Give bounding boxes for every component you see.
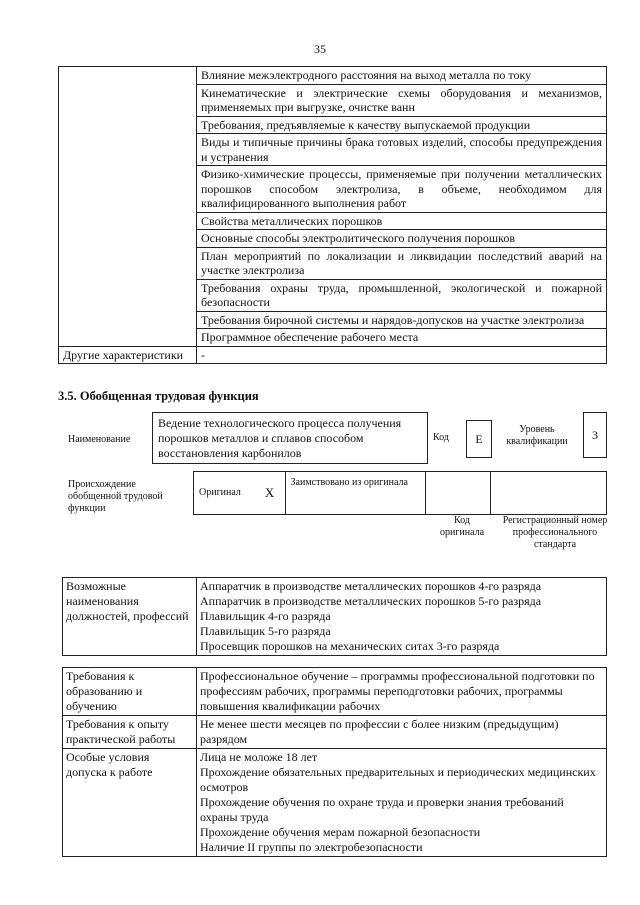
registration-number-caption: Регистрационный номер профессионального стандарта <box>502 515 608 550</box>
admission-conditions-label: Особые условия допуска к работе <box>63 749 197 857</box>
job-title-item: Плавильщик 4-го разряда <box>200 609 331 623</box>
knowledge-item: Основные способы электролитического получения порошков <box>197 230 607 248</box>
page-number: 35 <box>314 42 326 56</box>
qualification-level-box: 3 <box>583 412 607 458</box>
section-heading: 3.5. Обобщенная трудовая функция <box>58 389 259 403</box>
knowledge-item: План мероприятий по локализации и ликвидации последствий аварий на участке электролиза <box>197 247 607 279</box>
name-label: Наименование <box>68 434 131 445</box>
requirements-table <box>62 667 607 857</box>
job-titles-list <box>197 578 607 656</box>
knowledge-item: Свойства металлических порошков <box>197 212 607 230</box>
other-characteristics-label: Другие характеристики <box>59 346 197 364</box>
job-titles-label: Возможные наименования должностей, профессий <box>63 578 197 656</box>
admission-condition-item: Прохождение обучения по охране труда и проверки знания требований охраны труда <box>200 795 564 824</box>
table-row <box>63 668 607 716</box>
table-row <box>194 472 607 515</box>
knowledge-item: Требования, предъявляемые к качеству выпускаемой продукции <box>197 116 607 134</box>
job-titles-table <box>62 577 607 656</box>
empty-label-cell <box>59 67 197 347</box>
knowledge-item: Кинематические и электрические схемы оборудования и механизмов, применяемых при выгрузке, очистке ванн <box>197 84 607 116</box>
job-title-item: Просевщик порошков на механических ситах 3-го разряда <box>200 639 500 653</box>
borrowed-label: Заимствовано из оригинала <box>285 472 425 515</box>
admission-condition-item: Наличие II группы по электробезопасности <box>200 840 423 854</box>
table-row <box>59 346 607 364</box>
education-requirements-value: Профессиональное обучение – программы профессиональной подготовки по профессиям рабочих, программы переподготовки рабочих, программы повышения квалификации рабочих <box>197 668 607 716</box>
origin-label: Происхождение обобщенной трудовой функции <box>68 479 163 514</box>
knowledge-item: Влияние межэлектродного расстояния на выход металла по току <box>197 67 607 85</box>
admission-conditions-list <box>197 749 607 857</box>
admission-condition-item: Прохождение обучения мерам пожарной безопасности <box>200 825 481 839</box>
knowledge-item: Требования охраны труда, промышленной, экологической и пожарной безопасности <box>197 279 607 311</box>
registration-number-cell <box>491 472 607 515</box>
original-code-cell <box>425 472 490 515</box>
original-label: Оригинал <box>194 472 255 515</box>
job-title-item: Плавильщик 5-го разряда <box>200 624 331 638</box>
table-row <box>59 67 607 85</box>
other-characteristics-value: - <box>197 346 607 364</box>
knowledge-table <box>58 66 607 364</box>
admission-condition-item: Лица не моложе 18 лет <box>200 750 318 764</box>
table-row <box>63 578 607 656</box>
job-title-item: Аппаратчик в производстве металлических порошков 5-го разряда <box>200 594 542 608</box>
education-requirements-label: Требования к образованию и обучению <box>63 668 197 716</box>
code-value-box: E <box>466 420 492 458</box>
knowledge-item: Физико-химические процессы, применяемые при получении металлических порошков способом электролиза, в объеме, необходимом для квалифицированного выполнения работ <box>197 166 607 213</box>
job-title-item: Аппаратчик в производстве металлических порошков 4-го разряда <box>200 579 542 593</box>
table-row <box>63 716 607 749</box>
qualification-level-label: Уровень квалификации <box>506 424 568 447</box>
knowledge-item: Программное обеспечение рабочего места <box>197 329 607 347</box>
code-label: Код <box>433 432 449 443</box>
original-mark: X <box>255 472 286 515</box>
experience-requirements-label: Требования к опыту практической работы <box>63 716 197 749</box>
knowledge-item: Виды и типичные причины брака готовых изделий, способы предупреждения и устранения <box>197 134 607 166</box>
original-code-caption: Код оригинала <box>439 515 485 538</box>
experience-requirements-value: Не менее шести месяцев по профессии с более низким (предыдущим) разрядом <box>197 716 607 749</box>
origin-table <box>193 471 607 515</box>
admission-condition-item: Прохождение обязательных предварительных и периодических медицинских осмотров <box>200 765 596 794</box>
table-row <box>63 749 607 857</box>
function-name-box: Ведение технологического процесса получения порошков металлов и сплавов способом восстановления карбонилов <box>152 412 428 464</box>
knowledge-item: Требования бирочной системы и нарядов-допусков на участке электролиза <box>197 311 607 329</box>
